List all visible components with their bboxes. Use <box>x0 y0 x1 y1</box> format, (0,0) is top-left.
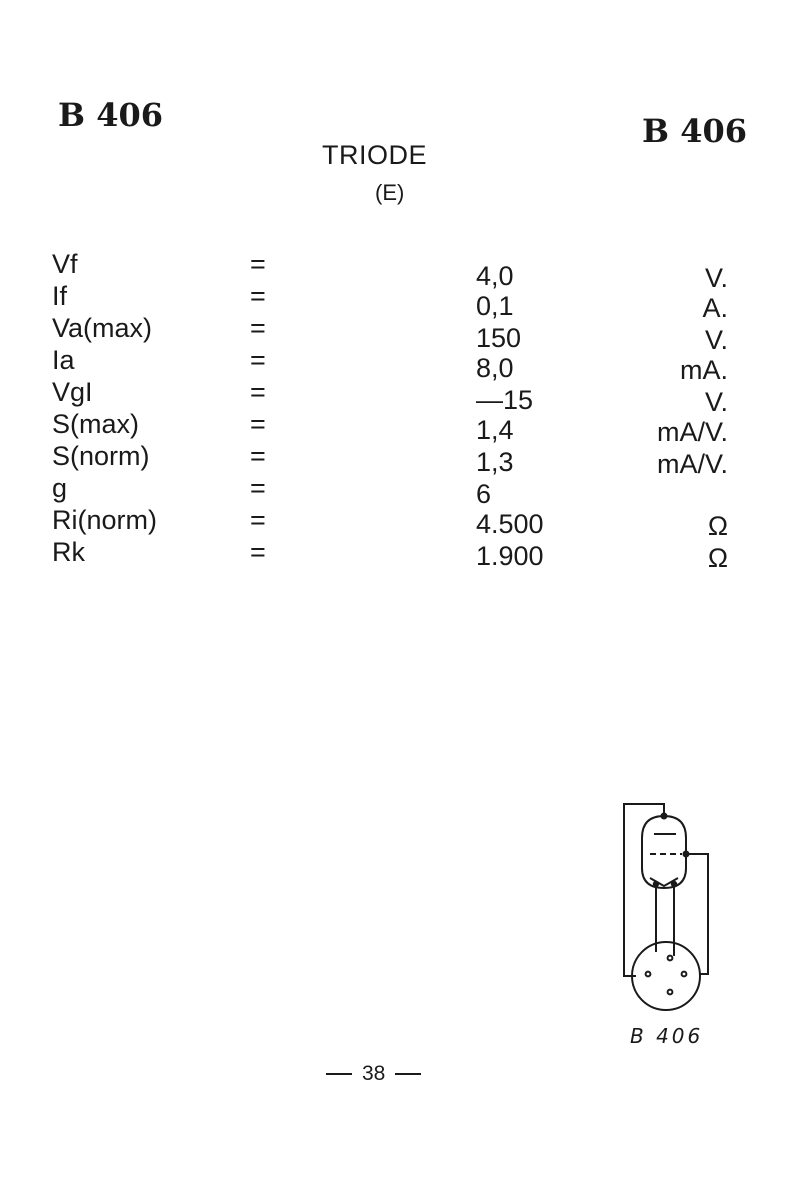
spec-value: —15 <box>476 385 534 415</box>
grid-lead-shape <box>686 854 708 974</box>
pin-bottom <box>668 990 673 995</box>
spec-unit: Ω <box>707 511 728 541</box>
spec-name: Vf <box>52 249 78 279</box>
page-number-dash-left <box>326 1073 352 1075</box>
spec-row-rk <box>52 536 732 573</box>
spec-value: 6 <box>476 479 492 509</box>
spec-name: VgI <box>52 377 93 407</box>
spec-unit: V. <box>704 325 728 355</box>
spec-value: 8,0 <box>476 353 514 383</box>
spec-value: 0,1 <box>476 291 514 321</box>
spec-name: Ri(norm) <box>52 505 157 535</box>
spec-table <box>52 248 732 573</box>
spec-unit: V. <box>704 387 728 417</box>
spec-name: If <box>52 281 68 311</box>
spec-equals: = <box>250 505 266 535</box>
tube-envelope-shape <box>642 816 686 888</box>
spec-equals: = <box>250 377 266 407</box>
spec-row-ia <box>52 344 732 385</box>
spec-row-vg1 <box>52 376 732 417</box>
tube-base-circle <box>632 942 700 1010</box>
pin-right <box>682 972 687 977</box>
spec-row-va-max <box>52 312 732 355</box>
spec-row-ri-norm <box>52 504 732 541</box>
spec-unit: mA/V. <box>656 449 728 479</box>
tube-pinout-diagram <box>612 798 722 1016</box>
tube-code-left: B 406 <box>58 96 163 134</box>
node-dot <box>654 882 658 886</box>
page-number <box>316 1062 431 1086</box>
spec-name: S(norm) <box>52 441 150 471</box>
spec-equals: = <box>250 345 266 375</box>
spec-unit: A. <box>702 293 728 323</box>
spec-value: 1,3 <box>476 447 514 477</box>
spec-row-vf <box>52 248 732 293</box>
spec-unit: Ω <box>707 543 728 573</box>
spec-value: 150 <box>476 323 522 353</box>
spec-equals: = <box>250 409 266 439</box>
spec-value: 1.900 <box>476 541 544 571</box>
spec-row-s-max <box>52 408 732 447</box>
spec-value: 4.500 <box>476 509 544 539</box>
spec-name: S(max) <box>52 409 139 439</box>
diagram-caption: B 406 <box>630 1024 704 1048</box>
pin-left <box>646 972 651 977</box>
tube-class-label: (E) <box>375 180 405 205</box>
spec-row-if <box>52 280 732 323</box>
spec-name: g <box>52 473 68 503</box>
tube-type-title: TRIODE <box>322 140 428 170</box>
spec-row-g <box>52 472 732 509</box>
spec-equals: = <box>250 537 266 567</box>
node-dot <box>684 852 689 857</box>
spec-value: 1,4 <box>476 415 514 445</box>
page-number-dash-right <box>395 1073 421 1075</box>
spec-name: Ia <box>52 345 75 375</box>
page-number-value: 38 <box>362 1062 386 1085</box>
spec-value: 4,0 <box>476 261 514 291</box>
spec-equals: = <box>250 249 266 279</box>
spec-unit: mA. <box>679 355 728 385</box>
tube-code-right: B 406 <box>642 112 747 150</box>
spec-row-s-norm <box>52 440 732 479</box>
spec-unit: mA/V. <box>656 417 728 447</box>
node-dot <box>672 882 676 886</box>
spec-name: Va(max) <box>52 313 153 343</box>
pin-top <box>668 956 673 961</box>
spec-equals: = <box>250 313 266 343</box>
spec-equals: = <box>250 281 266 311</box>
node-dot <box>662 814 667 819</box>
spec-name: Rk <box>52 537 85 567</box>
spec-equals: = <box>250 473 266 503</box>
spec-equals: = <box>250 441 266 471</box>
spec-unit: V. <box>704 263 728 293</box>
